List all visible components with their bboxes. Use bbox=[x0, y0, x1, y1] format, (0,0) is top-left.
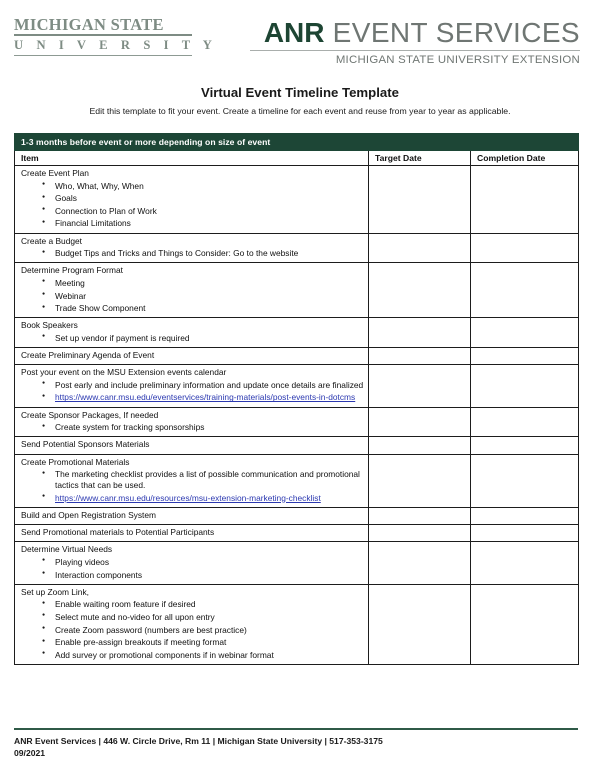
task-subitem: ● Enable waiting room feature if desired bbox=[55, 599, 364, 610]
anr-logo-bold: ANR bbox=[263, 17, 325, 48]
table-row bbox=[15, 454, 579, 507]
table-column-header-row bbox=[15, 151, 579, 166]
completion-date-cell[interactable] bbox=[471, 454, 579, 507]
task-cell bbox=[15, 407, 369, 437]
page-subtitle: Edit this template to fit your event. Create a timeline for each event and reuse from year to year as applicable. bbox=[89, 106, 511, 116]
task-title: Build and Open Registration System bbox=[21, 509, 157, 520]
task-subitem-link bbox=[55, 493, 364, 504]
task-cell bbox=[15, 318, 369, 348]
footer-date: 09/2021 bbox=[14, 748, 46, 759]
target-date-cell[interactable] bbox=[369, 233, 471, 263]
task-cell bbox=[15, 542, 369, 584]
msu-logo bbox=[14, 15, 217, 56]
completion-date-cell[interactable] bbox=[471, 525, 579, 542]
task-title: Send Potential Sponsors Materials bbox=[21, 439, 150, 450]
target-date-cell[interactable] bbox=[369, 365, 471, 407]
completion-date-cell[interactable] bbox=[471, 348, 579, 365]
task-subitem: ● The marketing checklist provides a list of possible communication and promotional tactics that can be used. bbox=[55, 469, 364, 491]
completion-date-cell[interactable] bbox=[471, 233, 579, 263]
task-subitem: ● Set up vendor if payment is required bbox=[55, 333, 364, 344]
column-header-completion-date: Completion Date bbox=[471, 151, 579, 166]
task-title: Create Promotional Materials bbox=[21, 456, 130, 467]
page-header bbox=[0, 0, 600, 78]
task-subitem-list bbox=[21, 248, 364, 259]
completion-date-cell[interactable] bbox=[471, 365, 579, 407]
task-subitem-list bbox=[21, 469, 364, 504]
target-date-cell[interactable] bbox=[369, 263, 471, 318]
target-date-cell[interactable] bbox=[369, 318, 471, 348]
task-cell bbox=[15, 233, 369, 263]
task-title: Post your event on the MSU Extension events calendar bbox=[21, 367, 227, 378]
task-cell bbox=[15, 525, 369, 542]
column-header-item: Item bbox=[15, 151, 369, 166]
target-date-cell[interactable] bbox=[369, 507, 471, 524]
table-section-header-label: 1-3 months before event or more depending on size of event bbox=[15, 134, 579, 151]
page-title: Virtual Event Timeline Template bbox=[201, 85, 399, 100]
task-subitem: ● Add survey or promotional components if in webinar format bbox=[55, 650, 364, 661]
timeline-table bbox=[14, 133, 579, 665]
target-date-cell[interactable] bbox=[369, 454, 471, 507]
table-row bbox=[15, 542, 579, 584]
completion-date-cell[interactable] bbox=[471, 407, 579, 437]
target-date-cell[interactable] bbox=[369, 584, 471, 664]
table-row bbox=[15, 263, 579, 318]
footer-contact: ANR Event Services | 446 W. Circle Drive, Rm 11 | Michigan State University | 517-353-3175 bbox=[14, 736, 383, 746]
target-date-cell[interactable] bbox=[369, 348, 471, 365]
target-date-cell[interactable] bbox=[369, 437, 471, 454]
target-date-cell[interactable] bbox=[369, 542, 471, 584]
task-cell bbox=[15, 365, 369, 407]
anr-logo-subtitle: MICHIGAN STATE UNIVERSITY EXTENSION bbox=[335, 54, 580, 67]
task-subitem: ● Interaction components bbox=[55, 570, 364, 581]
msu-logo-line2: U N I V E R S I T Y bbox=[14, 38, 192, 56]
task-cell bbox=[15, 263, 369, 318]
task-subitem-list bbox=[21, 181, 364, 230]
task-subitem: ● Playing videos bbox=[55, 557, 364, 568]
table-row bbox=[15, 525, 579, 542]
task-cell bbox=[15, 348, 369, 365]
table-row bbox=[15, 166, 579, 234]
completion-date-cell[interactable] bbox=[471, 166, 579, 234]
page-footer bbox=[14, 728, 578, 760]
completion-date-cell[interactable] bbox=[471, 318, 579, 348]
task-subitem: ● Create Zoom password (numbers are best practice) bbox=[55, 625, 364, 636]
task-subitem-list bbox=[21, 422, 364, 433]
task-subitem-list bbox=[21, 333, 364, 344]
table-row bbox=[15, 407, 579, 437]
completion-date-cell[interactable] bbox=[471, 542, 579, 584]
completion-date-cell[interactable] bbox=[471, 437, 579, 454]
task-title: Determine Program Format bbox=[21, 265, 123, 276]
task-title: Set up Zoom Link, bbox=[21, 586, 89, 597]
anr-logo-rest: EVENT SERVICES bbox=[324, 17, 580, 48]
task-subitem-list bbox=[21, 278, 364, 314]
task-subitem: ● Trade Show Component bbox=[55, 303, 364, 314]
external-link[interactable]: https://www.canr.msu.edu/resources/msu-extension-marketing-checklist bbox=[55, 492, 321, 503]
completion-date-cell[interactable] bbox=[471, 584, 579, 664]
timeline-table-container bbox=[14, 133, 578, 665]
column-header-target-date: Target Date bbox=[369, 151, 471, 166]
task-subitem: ● Webinar bbox=[55, 291, 364, 302]
table-row bbox=[15, 233, 579, 263]
task-title: Determine Virtual Needs bbox=[21, 544, 113, 555]
anr-logo-title bbox=[250, 18, 580, 47]
task-subitem-link bbox=[55, 392, 364, 403]
task-title: Send Promotional materials to Potential Participants bbox=[21, 527, 215, 538]
table-row bbox=[15, 437, 579, 454]
task-subitem: ● Enable pre-assign breakouts if meeting format bbox=[55, 637, 364, 648]
task-title: Book Speakers bbox=[21, 320, 78, 331]
task-subitem: ● Who, What, Why, When bbox=[55, 181, 364, 192]
task-subitem-list bbox=[21, 380, 364, 404]
completion-date-cell[interactable] bbox=[471, 507, 579, 524]
table-row bbox=[15, 348, 579, 365]
anr-logo-divider bbox=[250, 50, 580, 51]
task-subitem: ● Select mute and no-video for all upon entry bbox=[55, 612, 364, 623]
task-title: Create Sponsor Packages, If needed bbox=[21, 409, 159, 420]
task-subitem-list bbox=[21, 557, 364, 581]
task-subitem: ● Meeting bbox=[55, 278, 364, 289]
target-date-cell[interactable] bbox=[369, 525, 471, 542]
table-section-header-row bbox=[15, 134, 579, 151]
task-title: Create a Budget bbox=[21, 235, 82, 246]
task-cell bbox=[15, 166, 369, 234]
target-date-cell[interactable] bbox=[369, 166, 471, 234]
task-cell bbox=[15, 584, 369, 664]
task-subitem: ● Financial Limitations bbox=[55, 218, 364, 229]
task-cell bbox=[15, 454, 369, 507]
task-title: Create Preliminary Agenda of Event bbox=[21, 350, 155, 361]
task-cell bbox=[15, 507, 369, 524]
table-row bbox=[15, 318, 579, 348]
task-cell bbox=[15, 437, 369, 454]
task-subitem: ● Goals bbox=[55, 193, 364, 204]
task-subitem: ● Connection to Plan of Work bbox=[55, 206, 364, 217]
table-row bbox=[15, 365, 579, 407]
footer-divider bbox=[14, 728, 578, 730]
msu-logo-line1: MICHIGAN STATE bbox=[14, 16, 192, 36]
task-subitem: ● Budget Tips and Tricks and Things to Consider: Go to the website bbox=[55, 248, 364, 259]
external-link[interactable]: https://www.canr.msu.edu/eventservices/training-materials/post-events-in-dotcms bbox=[55, 392, 356, 403]
completion-date-cell[interactable] bbox=[471, 263, 579, 318]
task-title: Create Event Plan bbox=[21, 168, 89, 178]
task-subitem: ● Post early and include preliminary information and update once details are finalized bbox=[55, 380, 364, 391]
table-row bbox=[15, 584, 579, 664]
target-date-cell[interactable] bbox=[369, 407, 471, 437]
anr-event-services-logo bbox=[250, 18, 580, 66]
task-subitem-list bbox=[21, 599, 364, 660]
task-subitem: ● Create system for tracking sponsorships bbox=[55, 422, 364, 433]
table-row bbox=[15, 507, 579, 524]
